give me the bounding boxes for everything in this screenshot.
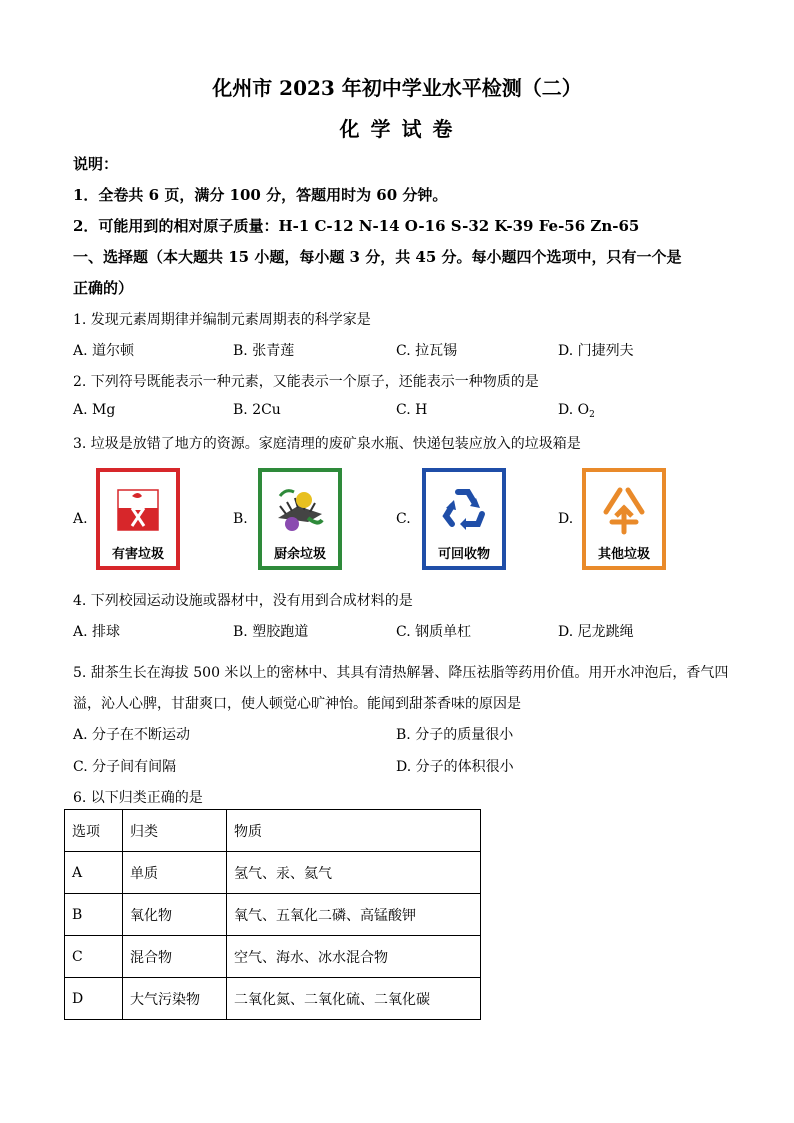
q3-letter-d: D.	[558, 511, 574, 527]
q4-option-d: D. 尼龙跳绳	[558, 624, 634, 640]
q4-option-c: C. 钢质单杠	[396, 624, 472, 640]
instructions-line-2: 2．可能用到的相对原子质量：H-1 C-12 N-14 O-16 S-32 K-39 Fe-56 Zn-65	[73, 217, 640, 235]
table-row	[65, 894, 481, 936]
table-cell: 大气污染物	[123, 978, 227, 1020]
bin-other	[582, 468, 666, 570]
bin-recyclable-label: 可回收物	[437, 547, 490, 562]
table-cell: 二氧化氮、二氧化硫、二氧化碳	[227, 978, 481, 1020]
classification-table	[64, 809, 481, 1020]
q1-option-d: D. 门捷列夫	[558, 343, 634, 359]
q1-stem: 1. 发现元素周期律并编制元素周期表的科学家是	[73, 312, 371, 328]
q4-option-a: A. 排球	[73, 624, 121, 640]
q2-option-d-subscript: 2	[589, 410, 595, 420]
table-cell: 混合物	[123, 936, 227, 978]
table-cell: 氧化物	[123, 894, 227, 936]
bin-hazardous-label: 有害垃圾	[111, 547, 164, 562]
q4-option-b: B. 塑胶跑道	[233, 624, 309, 640]
q5-stem-line-1: 5. 甜茶生长在海拔 500 米以上的密林中、其具有清热解暑、降压祛脂等药用价值。用开水冲泡后，香气四	[73, 665, 729, 681]
q2-option-a: A. Mg	[73, 402, 116, 418]
q5-option-b: B. 分子的质量很小	[396, 727, 514, 743]
q3-letter-a: A.	[73, 511, 88, 527]
bin-other-label: 其他垃圾	[597, 547, 650, 562]
table-cell: 氧气、五氧化二磷、高锰酸钾	[227, 894, 481, 936]
bin-recyclable	[422, 468, 506, 570]
bin-hazardous	[96, 468, 180, 570]
q1-option-b: B. 张青莲	[233, 343, 295, 359]
exam-title: 化州市 2023 年初中学业水平检测（二）	[212, 76, 582, 100]
instructions-heading: 说明：	[73, 155, 119, 173]
hazardous-waste-icon	[106, 478, 170, 542]
table-cell: C	[65, 936, 123, 978]
table-cell: 单质	[123, 852, 227, 894]
recycle-icon	[432, 478, 496, 542]
table-cell: 氢气、汞、氦气	[227, 852, 481, 894]
table-row	[65, 852, 481, 894]
section-heading-line-1: 一、选择题（本大题共 15 小题，每小题 3 分，共 45 分。每小题四个选项中，只有一个是	[73, 248, 682, 266]
section-heading-line-2: 正确的）	[73, 279, 134, 297]
bin-kitchen-label: 厨余垃圾	[273, 547, 326, 562]
exam-subtitle: 化 学 试 卷	[339, 117, 455, 141]
q5-stem-line-2: 溢，沁人心脾，甘甜爽口，使人顿觉心旷神怡。能闻到甜茶香味的原因是	[73, 696, 521, 712]
q5-option-d: D. 分子的体积很小	[396, 759, 514, 775]
table-cell: 空气、海水、冰水混合物	[227, 936, 481, 978]
table-cell: B	[65, 894, 123, 936]
q3-letter-c: C.	[396, 511, 411, 527]
q4-stem: 4. 下列校园运动设施或器材中，没有用到合成材料的是	[73, 593, 413, 609]
kitchen-waste-icon	[268, 478, 332, 542]
other-waste-icon	[592, 478, 656, 542]
q3-stem: 3. 垃圾是放错了地方的资源。家庭清理的废矿泉水瓶、快递包装应放入的垃圾箱是	[73, 436, 581, 452]
table-cell: D	[65, 978, 123, 1020]
q1-option-c: C. 拉瓦锡	[396, 343, 458, 359]
q6-stem: 6. 以下归类正确的是	[73, 790, 203, 806]
q5-option-a: A. 分子在不断运动	[73, 727, 191, 743]
q2-option-c: C. H	[396, 402, 428, 418]
table-header-cell: 归类	[123, 810, 227, 852]
q3-letter-b: B.	[233, 511, 248, 527]
q1-option-a: A. 道尔顿	[73, 343, 135, 359]
q2-stem: 2. 下列符号既能表示一种元素，又能表示一个原子，还能表示一种物质的是	[73, 374, 539, 390]
table-header-cell: 选项	[65, 810, 123, 852]
table-cell: A	[65, 852, 123, 894]
q5-option-c: C. 分子间有间隔	[73, 759, 177, 775]
table-row	[65, 978, 481, 1020]
table-row	[65, 936, 481, 978]
q2-option-d: D. $O_2$	[558, 402, 595, 420]
instructions-line-1: 1．全卷共 6 页，满分 100 分，答题用时为 60 分钟。	[73, 186, 448, 204]
table-header-row	[65, 810, 481, 852]
q2-option-b: B. 2Cu	[233, 402, 281, 418]
table-header-cell: 物质	[227, 810, 481, 852]
bin-kitchen	[258, 468, 342, 570]
